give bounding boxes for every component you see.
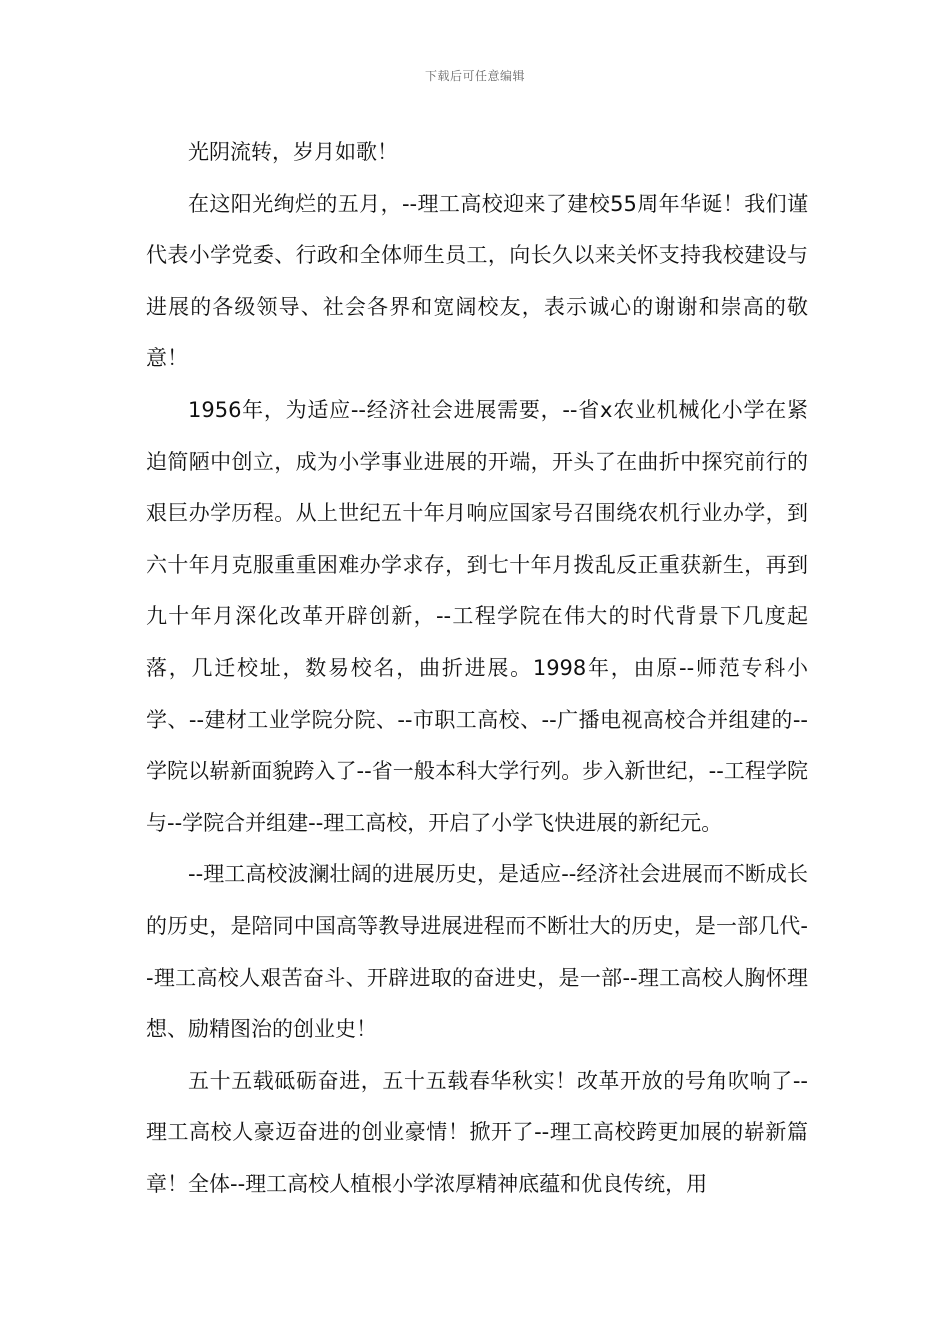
paragraph-anniversary: 在这阳光绚烂的五月，--理工高校迎来了建校55周年华诞！我们谨代表小学党委、行政和全体师生员工，向长久以来关怀支持我校建设与进展的各级领导、社会各界和宽阔校友，表示诚心的谢谢和崇高的敬意！	[146, 191, 808, 371]
paragraph-history: 1956年，为适应--经济社会进展需要，--省x农业机械化小学在紧迫简陋中创立，成为小学事业进展的开端，开头了在曲折中探究前行的艰巨办学历程。从上世纪五十年月响应国家号召围绕农机行业办学，到六十年月克服重重困难办学求存，到七十年月拨乱反正重获新生，再到九十年月深化改革开辟创新，--工程学院在伟大的时代背景下几度起落，几迁校址，数易校名，曲折进展。1998年，由原--师范专科小学、--建材工业学院分院、--市职工高校、--广播电视高校合并组建的--学院以崭新面貌跨入了--省一般本科大学行列。步入新世纪，--工程学院与--学院合并组建--理工高校，开启了小学飞快进展的新纪元。	[146, 397, 808, 835]
paragraph-opening: 光阴流转，岁月如歌！	[188, 140, 398, 164]
paragraph-progress: 五十五载砥砺奋进，五十五载春华秋实！改革开放的号角吹响了--理工高校人豪迈奋进的创业豪情！掀开了--理工高校跨更加展的崭新篇章！全体--理工高校人植根小学浓厚精神底蕴和优良传统，用	[146, 1068, 808, 1196]
document-body	[146, 127, 808, 1210]
paragraph-significance: --理工高校波澜壮阔的进展历史，是适应--经济社会进展而不断成长的历史，是陪同中国高等教导进展进程而不断壮大的历史，是一部几代--理工高校人艰苦奋斗、开辟进取的奋进史，是一部--理工高校人胸怀理想、励精图治的创业史！	[146, 862, 808, 1042]
header-note: 下载后可任意编辑	[424, 69, 525, 83]
